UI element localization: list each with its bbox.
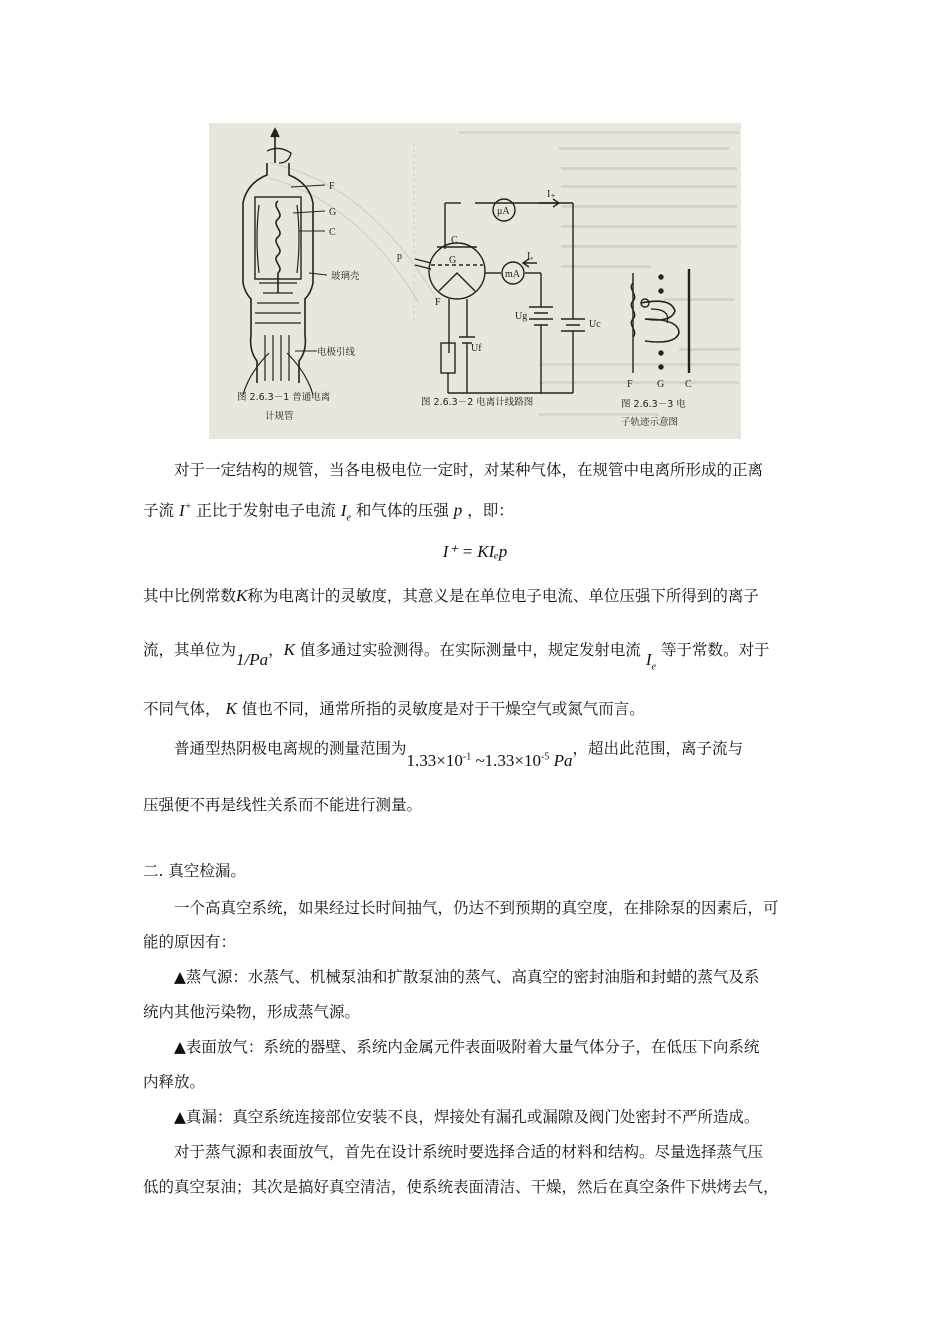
math-I-e xyxy=(645,650,656,673)
figure-svg xyxy=(209,123,741,439)
text-segment: 等于常数。对于 xyxy=(660,641,770,659)
paragraph-2-line2 xyxy=(143,640,808,673)
text-segment: 其中比例常数 xyxy=(143,587,237,605)
fig2-label-Uc: Uc xyxy=(589,319,601,330)
fig2-label-C: C xyxy=(451,235,458,246)
gauge-tube-drawing xyxy=(243,129,327,395)
paragraph-4-line1: 一个高真空系统，如果经过长时间抽气，仍达不到预期的真空度，在排除泵的因素后，可 xyxy=(174,899,779,917)
text-segment: 正比于发射电子电流 xyxy=(196,501,336,520)
math-p: p xyxy=(453,500,463,520)
bullet-real-leak: ▲真漏：真空系统连接部位安装不良，焊接处有漏孔或漏隙及阀门处密封不严所造成。 xyxy=(174,1108,760,1126)
equation-ion-current: I⁺ = KIₑp xyxy=(442,542,508,561)
fig2-label-Ug: Ug xyxy=(515,311,528,322)
math-unit: Pa xyxy=(549,750,573,770)
figure-ionization-gauge xyxy=(209,123,741,439)
math-range-a: 1.33×10 xyxy=(406,750,463,770)
math-exp: -1 xyxy=(462,751,472,762)
paragraph-3-line2: 压强便不再是线性关系而不能进行测量。 xyxy=(143,796,423,814)
fig2-label-G: G xyxy=(449,255,457,266)
fig2-caption: 图 2.6.3－2 电离计线路图 xyxy=(421,397,534,408)
paragraph-2-line1 xyxy=(143,586,808,606)
math-plus-sup: + xyxy=(184,501,192,512)
paragraph-2-line3 xyxy=(143,699,808,719)
fig2-label-Uf: Uf xyxy=(471,343,482,354)
text-segment: 子流 xyxy=(143,501,175,520)
math-I: I xyxy=(645,650,652,669)
fig3-caption-line2: 子轨迹示意图 xyxy=(621,417,679,428)
fig1-label-glass-shell: 玻璃壳 xyxy=(331,271,360,282)
paragraph-5-line2: 低的真空泵油；其次是搞好真空清洁，使系统表面清洁、干燥，然后在真空条件下烘烤去气， xyxy=(143,1178,779,1196)
fig2-label-mA: mA xyxy=(505,269,520,280)
math-e-sub: e xyxy=(651,661,656,673)
text-segment: 值多通过实验测得。在实际测量中，规定发射电流 xyxy=(299,641,641,659)
fig1-label-electrode-lead: 电极引线 xyxy=(317,347,356,358)
math-K: K xyxy=(283,640,295,659)
fig3-label-F: F xyxy=(627,379,633,390)
fig3-label-G: G xyxy=(657,379,665,390)
text-segment: ，即： xyxy=(467,501,514,520)
math-K: K xyxy=(225,699,237,718)
math-unit: 1/Pa xyxy=(236,650,269,669)
math-range xyxy=(407,751,573,770)
fig2-label-p: p xyxy=(397,251,402,262)
text-segment: 值也不同，通常所指的灵敏度是对于干燥空气或氮气而言。 xyxy=(241,700,645,718)
text-segment: ，超出此范围，离子流与 xyxy=(572,739,743,758)
bullet-vapor-source-line1: ▲蒸气源：水蒸气、机械泵油和扩散泵油的蒸气、高真空的密封油脂和封蜡的蒸气及系 xyxy=(174,968,760,986)
fig1-caption-line1: 图 2.6.3－1 普通电离 xyxy=(237,392,331,403)
section-heading-leak-detection: 二. 真空检漏。 xyxy=(143,862,246,880)
fig2-label-Ie: Iₑ xyxy=(527,251,533,262)
fig2-label-uA: μA xyxy=(497,206,510,217)
fig2-label-Iplus: I₊ xyxy=(547,189,556,200)
math-range-b: ~1.33×10 xyxy=(471,750,541,770)
paragraph-1-line2 xyxy=(143,497,808,528)
bullet-vapor-source-line2: 统内其他污染物，形成蒸气源。 xyxy=(143,1003,361,1021)
fig1-label-C: C xyxy=(329,227,336,238)
fig1-label-p: p xyxy=(273,127,278,138)
text-segment: ， xyxy=(268,641,284,659)
fig1-label-F: F xyxy=(329,181,335,192)
fig3-caption-line1: 图 2.6.3－3 电 xyxy=(621,399,686,410)
paragraph-4-line2: 能的原因有： xyxy=(143,933,237,951)
text-segment: 不同气体， xyxy=(143,700,221,718)
math-exp: -5 xyxy=(541,751,550,762)
math-I: I xyxy=(178,500,185,520)
paragraph-5-line1: 对于蒸气源和表面放气，首先在设计系统时要选择合适的材料和结构。尽量选择蒸气压 xyxy=(174,1143,764,1161)
text-segment: 流，其单位为 xyxy=(143,641,237,659)
text-segment: 普通型热阴极电离规的测量范围为 xyxy=(174,739,407,758)
fig1-label-G: G xyxy=(329,207,337,218)
paragraph-1-line1: 对于一定结构的规管，当各电极电位一定时，对某种气体，在规管中电离所形成的正离 xyxy=(174,461,764,479)
fig1-caption-line2: 计规管 xyxy=(265,411,294,422)
math-I: I xyxy=(340,500,347,520)
math-K: K xyxy=(236,586,248,605)
fig2-label-F: F xyxy=(435,297,441,308)
math-I-e xyxy=(340,500,351,524)
fig3-label-C: C xyxy=(685,379,692,390)
text-segment: 称为电离计的灵敏度，其意义是在单位电子电流、单位压强下所得到的离子 xyxy=(247,587,759,605)
math-e-sub: e xyxy=(346,512,351,524)
math-I-plus xyxy=(179,501,191,520)
electron-trajectory-drawing xyxy=(631,269,689,373)
bullet-outgassing-line1: ▲表面放气：系统的器壁、系统内金属元件表面吸附着大量气体分子，在低压下向系统 xyxy=(174,1038,760,1056)
text-segment: 和气体的压强 xyxy=(355,501,449,520)
bullet-outgassing-line2: 内释放。 xyxy=(143,1073,206,1091)
